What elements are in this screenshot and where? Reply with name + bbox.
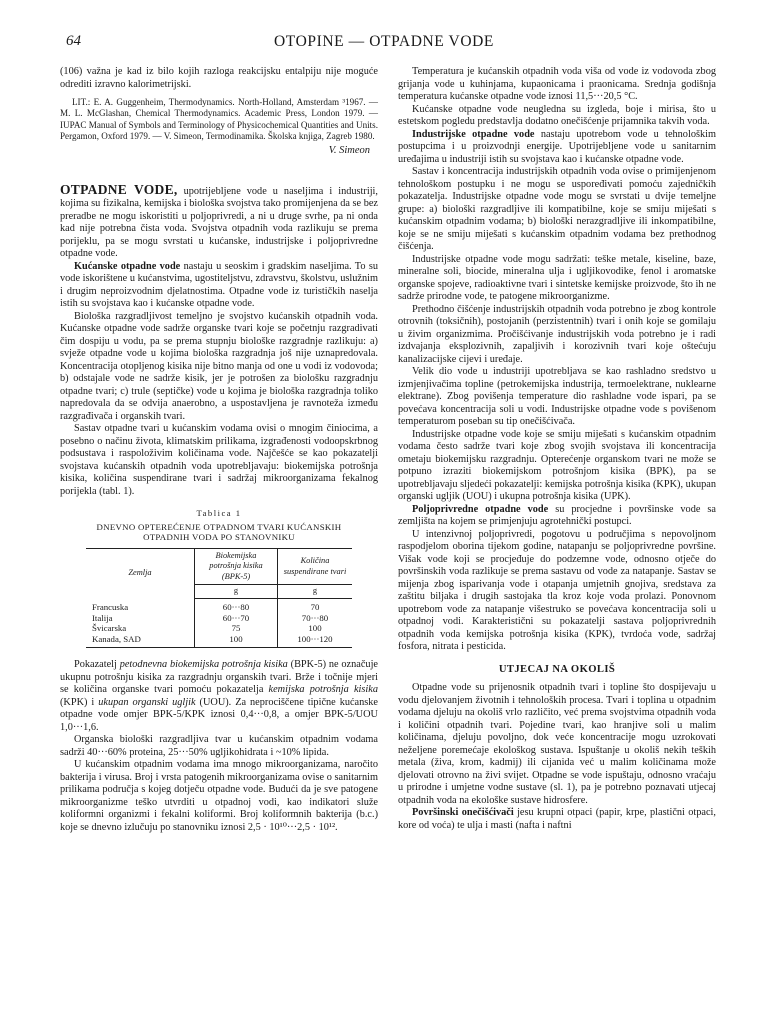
page-header xyxy=(50,33,718,53)
author-signature: V. Simeon xyxy=(328,145,370,157)
table-row: Italija 60···70 70···80 xyxy=(86,613,352,624)
agricultural-term: Poljoprivredne otpadne vode xyxy=(412,503,549,515)
table-row: Kanada, SAD 100 100···120 xyxy=(86,634,352,648)
cooling-water-paragraph: Velik dio vode u industriji upotrebljava se kao rashladno sredstvo u izmjenjivačima topline (petrokemijska industrija, termoelektrane, nuklearne elektrane). Zbog povišenja temperature dio rashladne vode ispari, pa se povećava koncentracija soli u vodi. Industrijske otpadne vode s povišenom temperaturom poseban su tip onečišćivača. xyxy=(398,366,716,427)
microorganisms-paragraph: U kućanskim otpadnim vodama ima mnogo mikroorganizama, naročito bakterija i virusa. Broj i vrsta patogenih mikroorganizama ovise o sanitarnim prilikama područja s kojeg dotječu otpadne vode. Budući da je sve patogene mikroorganizme teško utvrditi u otpadnoj vodi, kao indikatori služe koliformni organizmi i fekalni koliformi. Broj koliformnih bakterija (b.c.) koje se dnevno izlučuju po stanovniku iznosi 2,5 · 10¹⁰···2,5 · 10¹². xyxy=(60,759,378,833)
irrigation-paragraph: U intenzivnoj poljoprivredi, pogotovu u područjima s nepovoljnom raspodjelom oborina tijekom godine, natapanju se poljoprivredne površine. Višak vode koji se procjeđuje do podzemne vode, odnosno otječe do površinskih voda razlikuje se prema sastavu od vode za natapanje. Sastav se mijenja zbog isparivanja vode i otapanja umjetnih gnojiva, sredstava za zaštitu biljaka i drugih sastojaka tla kroz koje voda prolazi. Ponovnom upotrebom vode za natapanje višestruko se povećava koncentracija soli u otpadnoj vodi. Karakteristični su pokazatelji sastava poljoprivrednih otpadnih voda kemijska potrošnja kisika (KPK), tvrdoća vode, sadržaj fosfora, nitrata i pesticida. xyxy=(398,528,716,652)
agricultural-paragraph: Poljoprivredne otpadne vode su procjedne i površinske vode sa zemljišta na kojem se primjenjuju agrotehnički postupci. xyxy=(398,503,716,527)
col-header-country: Zemlja xyxy=(86,548,195,598)
unit-bpk: g xyxy=(195,585,278,599)
entry-definition: OTPADNE VODE, upotrijebljene vode u naseljima i industriji, kojima su fizikalna, kemijska i biološka svojstva tako promijenjena da se bez preradbe ne mogu iskoristiti u poljoprivredi, a ni u druge svrhe, pa ni onda kad nije potrebna čista voda. Svojstva otpadnih voda razlikuju se prema porijeklu, pa se mogu svrstati u kućanske, industrijske i poljoprivredne otpadne vode. xyxy=(60,181,378,260)
organic-matter-paragraph: Organska biološki razgradljiva tvar u kućanskim otpadnim vodama sadrži 40···60% proteina, 25···50% ugljikohidrata i ~10% lipida. xyxy=(60,734,378,758)
surface-pollutants-paragraph: Površinski onečišćivači jesu krupni otpaci (papir, krpe, plastični otpaci, kore od voća) te ulja i masti (nafta i naftni xyxy=(398,807,716,831)
household-term: Kućanske otpadne vode xyxy=(74,260,181,272)
table-row: Francuska 60···80 70 xyxy=(86,599,352,613)
mixing-paragraph: Industrijske otpadne vode koje se smiju miješati s kućanskim otpadnim vodama često sadrže tvari koje zbog svojih svojstava ili koncentracija ometaju biokemijsku razgradnju. Opterećenje organskom tvari ne može se potpuno izraziti biokemijskom potrošnjom kisika (BPK), pa se upotrebljavaju sljedeći pokazatelji: kemijska potrošnja kisika (KPK), ukupan organski ugljik (UOU) i ukupna potrošnja kisika (UPK). xyxy=(398,428,716,502)
household-paragraph: Kućanske otpadne vode nastaju u seoskim i gradskim naseljima. To su vode iskorištene u kućanstvima, ugostiteljstvu, zdravstvu, školstvu, uslužnim i drugim neproizvodnim djelatnostima. Otpadne vode iz turističkih naselja istih su svojstava kao i kućanske otpadne vode. xyxy=(60,260,378,310)
surface-pollutants-term: Površinski onečišćivači xyxy=(412,807,514,818)
composition-paragraph: Sastav otpadne tvari u kućanskim vodama ovisi o mnogim činiocima, a posebno o načinu života, klimatskim prilikama, izgrađenosti vodoopskrbnog podsustava i raspoloživim količinama vode. Najčešće se kao pokazatelji svojstava kućanskih otpadnih voda upotrebljavaju: biokemijska potrošnja kisika, količina suspendirane tvari i sadržaj mikroorganizama fekalnog porijekla (tabl. 1). xyxy=(60,423,378,497)
section-heading: UTJECAJ NA OKOLIŠ xyxy=(498,663,616,675)
unit-suspended: g xyxy=(278,585,353,599)
pretreatment-paragraph: Prethodno čišćenje industrijskih otpadnih voda potrebno je zbog kontrole otrovnih (toksičnih), postojanih (perzistentnih) tvari i onih koje se gomilaju u živim organizmima. Pročišćivanje industrijskih voda potrebno je i radi izdvajanja eksplozivnih, zapaljivih i korozivnih tvari koje oštećuju kanalizacijske cijevi i uređaje. xyxy=(398,303,716,365)
col-header-bpk: Biokemijska potrošnja kisika (BPK-5) xyxy=(195,548,278,585)
left-column xyxy=(60,66,378,834)
environment-paragraph: Otpadne vode su prijenosnik otpadnih tvari i topline što dospijevaju u vodu djelovanjem životnih i tehnoloških procesa. Tvari i toplina u otpadnim vodama djeluju na okoliš vrlo različito, već prema svojstvima otpadnih voda i količini otpadnih tvari. Pojedine tvari, kao hranjive soli u malim količinama, djeluju povoljno, dok veće koncentracije mogu uzrokovati neželjene poremećaje ekološkog sustava. Ispuštanje u okoliš nekih teških metala (živa, krom, kadmij) ili cijanida već u malim količinama može djelovati otrovno na živi svijet. Otpadne se vode ispuštaju, odnosno vraćaju u prirodne i umjetne vodne sustave (sl. 1), pa je potrebno poznavati utjecaj otpadnih voda na ekološke sustave hidrosfere. xyxy=(398,682,716,806)
right-column xyxy=(398,66,716,832)
biodegradability-paragraph: Biološka razgradljivost temeljno je svojstvo kućanskih otpadnih voda. Kućanske otpadne vode sadrže organske tvari koje se početnju razgradivati čim dospiju u vodu, pa se prema stupnju biološke razgradnje razlikuju: a) svježe otpadne vode u kojima biološka razgradnja još nije uznapredovala. Koncentracija otopljenog kisika nije bitno manja od one u vodi iz vodovoda; b) odstajale vode ne sadrže kisik, jer je potrošen za biološku razgradnju otpadne tvari; c) trule (septičke) vode u kojima je biološka razgradnja toliko napredovala da se odvija anaerobno, a uspostavljena je ravnoteža između razgrađivača i organskih tvari. xyxy=(60,310,378,422)
temperature-paragraph: Temperatura je kućanskih otpadnih voda viša od vode iz vodovoda zbog grijanja vode u kuhinjama, kupaonicama i praonicama. Srednja godišnja temperatura kućanske otpadne vode iznosi 11,5···20,5 °C. xyxy=(398,66,716,102)
industrial-term: Industrijske otpadne vode xyxy=(412,128,535,140)
indicator-paragraph: Pokazatelj petodnevna biokemijska potrošnja kisika (BPK-5) ne označuje ukupnu potrošnju kisika za razgradnju organskih tvari. Brže i točnije mjeri se količina organske tvari pomoću pokazatelja kemijska potrošnja kisika (KPK) i ukupan organski ugljik (UOU). Za neprociščene tipične kućanske otpadne vode omjer BPK-5/KPK iznosi 0,4···0,8, a omjer BPK-5/UOU 1,0···1,6. xyxy=(60,659,379,733)
page-number: 64 xyxy=(66,33,81,49)
appearance-paragraph: Kućanske otpadne vode neugledna su izgleda, boje i mirisa, što u estetskom pogledu predstavlja dodatno onečišćenje prijamnika takvih voda. xyxy=(398,103,716,127)
entry-title: OTPADNE VODE, xyxy=(60,181,178,197)
table-row: Švicarska 75 100 xyxy=(86,623,352,634)
industrial-content-paragraph: Industrijske otpadne vode mogu sadržati: teške metale, kiseline, baze, mineralne soli, biocide, mineralna ulja i ugljikovodike, fenol i aromatske organske spojeve, radioaktivne tvari i sintetske kemijske proizvode, što ih ne sadrže prirodne vode, te patogene mikroorganizme. xyxy=(398,253,716,302)
intro-paragraph: (106) važna je kad iz bilo kojih razloga reakcijsku entalpiju nije moguće odrediti izravno kalorimetrijski. xyxy=(60,66,378,90)
industrial-composition-paragraph: Sastav i koncentracija industrijskih otpadnih voda ovise o primijenjenom tehnološkom postupku i ne mogu se uspoređivati pomoću zajedničkih pokazatelja. Industrijske otpadne vode mogu se svrstati u dvije temeljne grupe: a) biološki razgradljive ili kompatibilne, koje se smiju miješati s kućanskim otpadnim vodama; b) biološki nerazgradljive ili inkompatibilne, koje se ne smiju miješati s kućanskim otpadnim vodama bez prethodnog čišćenja. xyxy=(398,166,716,252)
table-title: DNEVNO OPTEREĆENJE OTPADNOM TVARI KUĆANSKIH OTPADNIH VODA PO STANOVNIKU xyxy=(96,521,342,543)
literature-references: LIT.: E. A. Guggenheim, Thermodynamics. North-Holland, Amsterdam ³1967. — M. L. McGlashan, Chemical Thermodynamics. Academic Press, London 1979. — IUPAC Manual of Symbols and Terminology of Physicochemical Quantities and Units. Pergamon, Oxford 1979. — V. Simeon, Termodinamika. Školska knjiga, Zagreb 1980. xyxy=(60,97,378,141)
running-title: OTOPINE — OTPADNE VODE xyxy=(273,33,495,50)
load-table xyxy=(86,548,352,649)
industrial-paragraph: Industrijske otpadne vode nastaju upotrebom vode u tehnološkim postupcima i u proizvodnji energije. Upotrijebljene vode u sanitarnim uređajima u industriji istih su svojstava kao i kućanske otpadne vode. xyxy=(398,128,716,165)
table-caption: Tablica 1 xyxy=(196,508,242,519)
col-header-suspended: Količina suspendirane tvari xyxy=(278,548,353,585)
